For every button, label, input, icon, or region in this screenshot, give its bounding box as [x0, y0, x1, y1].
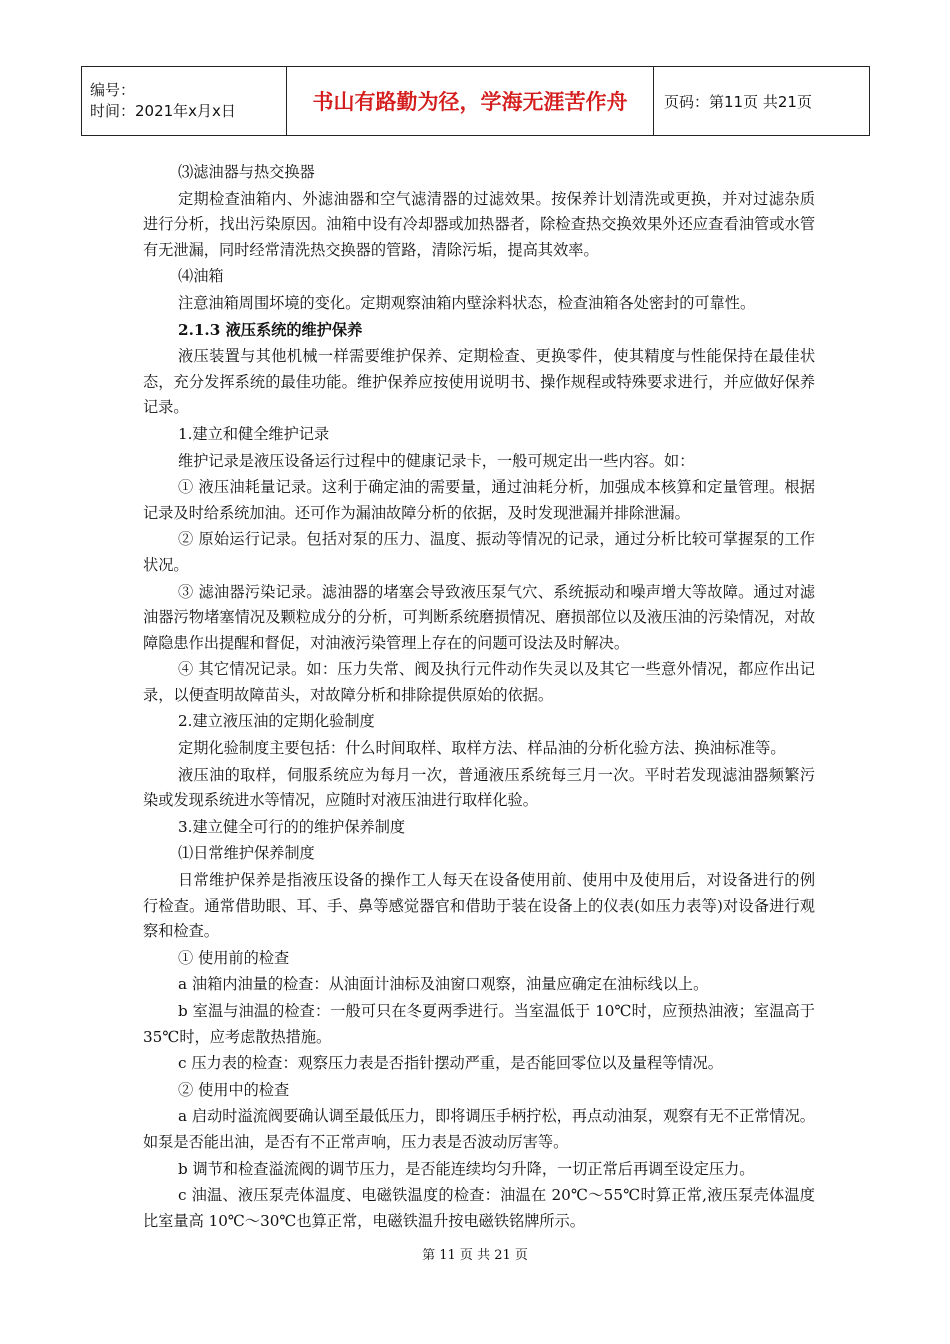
- header-motto: [287, 67, 654, 135]
- subheading: 3.建立健全可行的的维护保养制度: [178, 817, 406, 836]
- header-page-info: [654, 67, 869, 135]
- paragraph: 日常维护保养是指液压设备的操作工人每天在设备使用前、使用中及使用后，对设备进行的例行检查。通常借助眼、耳、手、鼻等感觉器官和借助于装在设备上的仪表(如压力表等)对设备进行观察和检查。: [143, 871, 815, 941]
- list-item: ② 原始运行记录。包括对泵的压力、温度、振动等情况的记录，通过分析比较可掌握泵的工作状况。: [143, 530, 815, 574]
- list-item: ① 液压油耗量记录。这利于确定油的需要量，通过油耗分析，加强成本核算和定量管理。根据记录及时给系统加油。还可作为漏油故障分析的依据，及时发现泄漏并排除泄漏。: [143, 478, 815, 522]
- subheading: ① 使用前的检查: [178, 948, 290, 967]
- document-number-label: 编号：: [90, 81, 136, 99]
- subheading: 1.建立和健全维护记录: [178, 424, 330, 443]
- subheading: ⑶滤油器与热交换器: [178, 163, 315, 181]
- paragraph: 注意油箱周围坏境的变化。定期观察油箱内壁涂料状态，检查油箱各处密封的可靠性。: [178, 293, 756, 312]
- paragraph: 液压油的取样，伺服系统应为每月一次，普通液压系统每三月一次。平时若发现滤油器频繁污染或发现系统进水等情况，应随时对液压油进行取样化验。: [143, 765, 815, 810]
- subheading: ⑷油箱: [178, 267, 224, 286]
- paragraph: 定期检查油箱内、外滤油器和空气滤清器的过滤效果。按保养计划清洗或更换，并对过滤杂质进行分析，找出污染原因。油箱中设有冷却器或加热器者，除检查热交换效果外还应查看油管或水管有无泄漏，同时经常清洗热交换器的管路，清除污垢，提高其效率。: [143, 189, 815, 259]
- subheading: ② 使用中的检查: [178, 1080, 290, 1099]
- footer-page-number: 第 11 页 共 21 页: [422, 1248, 528, 1263]
- list-item: c 压力表的检查：观察压力表是否指针摆动严重，是否能回零位以及量程等情况。: [178, 1054, 723, 1073]
- list-item: a 油箱内油量的检查：从油面计油标及油窗口观察，油量应确定在油标线以上。: [178, 975, 709, 994]
- list-item: ④ 其它情况记录。如：压力失常、阀及执行元件动作失灵以及其它一些意外情况，都应作出记录，以便查明故障苗头，对故障分析和排除提供原始的依据。: [143, 660, 815, 704]
- list-item: c 油温、液压泵壳体温度、电磁铁温度的检查：油温在 20℃～55℃时算正常,液压泵壳体温度比室量高 10℃～30℃也算正常，电磁铁温升按电磁铁铭牌所示。: [143, 1186, 815, 1230]
- list-item: ③ 滤油器污染记录。滤油器的堵塞会导致液压泵气穴、系统振动和噪声增大等故障。通过对滤油器污物堵塞情况及颗粒成分的分析，可判断系统磨损情况、磨损部位以及液压油的污染情况，对故障隐患作出提醒和督促，对油液污染管理上存在的问题可设法及时解决。: [143, 582, 815, 652]
- page-footer: [0, 1244, 950, 1263]
- header-page-label: 页码：第11页 共21页: [664, 92, 812, 111]
- paragraph: 液压装置与其他机械一样需要维护保养、定期检查、更换零件，使其精度与性能保持在最佳状态，充分发挥系统的最佳功能。维护保养应按使用说明书、操作规程或特殊要求进行，并应做好保养记录。: [143, 347, 815, 417]
- paragraph: 维护记录是液压设备运行过程中的健康记录卡，一般可规定出一些内容。如：: [178, 451, 695, 470]
- list-item: a 启动时溢流阀要确认调至最低压力，即将调压手柄拧松，再点动油泵，观察有无不正常情况。如泵是否能出油，是否有不正常声响，压力表是否波动厉害等。: [143, 1107, 815, 1151]
- section-heading: 2.1.3 液压系统的维护保养: [178, 320, 363, 339]
- subheading: ⑴日常维护保养制度: [178, 844, 315, 863]
- subheading: 2.建立液压油的定期化验制度: [178, 712, 375, 731]
- motto-text: 书山有路勤为径，学海无涯苦作舟: [312, 90, 628, 114]
- list-item: b 室温与油温的检查：一般可只在冬夏两季进行。当室温低于 10℃时，应预热油液；室温高于 35℃时，应考虑散热措施。: [143, 1002, 815, 1046]
- document-body: [143, 160, 815, 1235]
- list-item: b 调节和检查溢流阀的调节压力，是否能连续均匀升降，一切正常后再调至设定压力。: [178, 1159, 755, 1178]
- paragraph: 定期化验制度主要包括：什么时间取样、取样方法、样品油的分析化验方法、换油标准等。: [178, 739, 786, 758]
- page-header: [81, 66, 870, 136]
- document-time-label: 时间：2021年x月x日: [90, 102, 236, 120]
- header-meta: [82, 67, 287, 135]
